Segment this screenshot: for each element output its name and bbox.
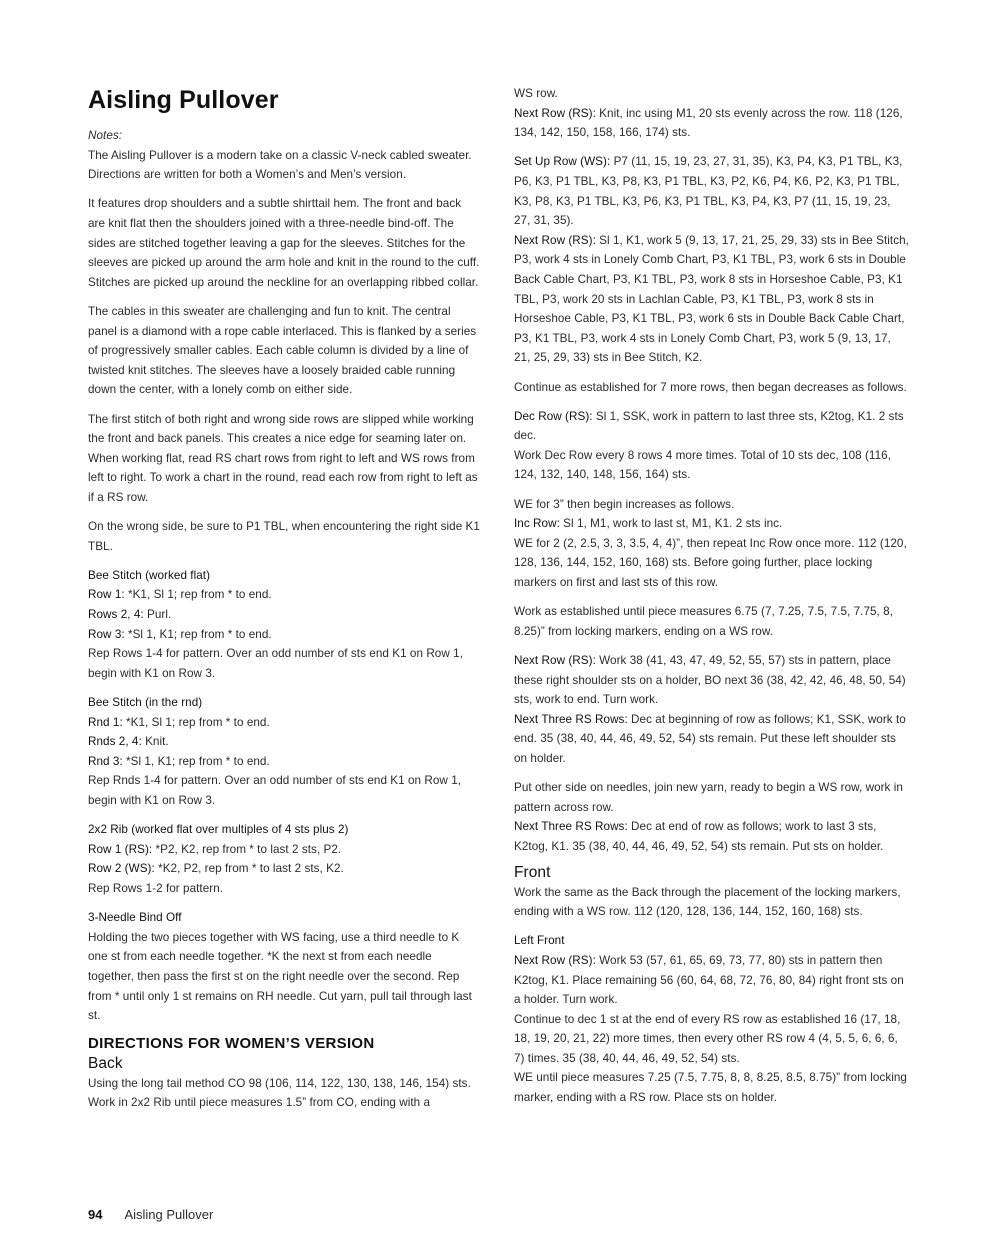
repeat-note: Rep Rows 1-4 for pattern. Over an odd number of sts end K1 on Row 1, begin with K1 on Row 3. [88,647,463,680]
repeat-note: Rep Rows 1-2 for pattern. [88,881,224,895]
row-text: P7 (11, 15, 19, 23, 27, 31, 35), K3, P4, K3, P1 TBL, K3, P6, K3, P1 TBL, K3, P8, K3, P1 TBL, K3, P2, K6, P4, K6, P2, K3, P1 TBL, K3, P8, K3, P1 TBL, K3, P6, K3, P1 TBL, K3, P4, K3, P7 (11, 15, 19, 23, 27, 31, 35). [514,155,903,228]
row-text: Dec at end of row as follows; work to last 3 sts, K2tog, K1. 35 (38, 40, 44, 46, 49, 52, 54) sts remain. Put sts on holder. [514,820,884,853]
instruction-line [88,585,480,605]
ws-row-line: WS row. [514,87,558,100]
instruction-line [88,840,480,860]
intro-paragraph: The first stitch of both right and wrong side rows are slipped while working the front and back panels. This creates a nice edge for seaming later on. When working flat, read RS chart rows from right to left and WS rows from left to right. To work a chart in the round, read each row from right to left as if a RS row. [88,412,478,504]
intro-paragraph: On the wrong side, be sure to P1 TBL, when encountering the right side K1 TBL. [88,520,480,553]
paragraph: Put other side on needles, join new yarn, ready to begin a WS row, work in pattern across row. [514,781,903,814]
intro-paragraph: The Aisling Pullover is a modern take on a classic V-neck cabled sweater. Directions are written for both a Women’s and Men’s version. [88,148,472,182]
row-text: Sl 1, SSK, work in pattern to last three sts, K2tog, K1. 2 sts dec. [514,409,904,443]
left-column [88,126,480,1113]
row-text: Work 53 (57, 61, 65, 69, 73, 77, 80) sts in pattern then K2tog, K1. Place remaining 56 (60, 64, 68, 72, 76, 80, 84) right front sts on a holder. Turn work. [514,953,904,1007]
row-label: Next Row (RS): [514,654,596,667]
page-number: 94 [88,1207,103,1222]
instruction-line [514,231,910,368]
instruction-line [514,710,910,769]
row-label: Next Row (RS): [514,953,596,967]
row-label: Set Up Row (WS): [514,155,611,169]
instruction-line [514,514,910,534]
bind-off-heading: 3-Needle Bind Off [88,911,182,925]
back-cast-on: Using the long tail method CO 98 (106, 114, 122, 130, 138, 146, 154) sts. [88,1076,471,1090]
row-label: Rnd 1: [88,715,123,729]
row-label: Inc Row: [514,517,560,531]
row-label: Next Three RS Rows: [514,712,628,726]
row-text: Work 38 (41, 43, 47, 49, 52, 55, 57) sts in pattern, place these right shoulder sts on a holder, BO next 36 (38, 42, 42, 46, 48, 50, 54) sts, work to end. Turn work. [514,654,906,707]
bee-stitch-flat-section [88,566,480,684]
row-label: Row 2 (WS): [88,862,155,876]
row-label: Rows 2, 4: [88,608,144,622]
bee-stitch-rnd-section [88,693,480,811]
page-title: Aisling Pullover [88,86,279,114]
instruction-line [88,605,480,625]
row-text: Knit. [141,735,169,749]
directions-heading: DIRECTIONS FOR WOMEN’S VERSION [88,1034,375,1052]
paragraph: Work as established until piece measures 6.75 (7, 7.25, 7.5, 7.5, 7.75, 8, 8.25)” from locking markers, ending on a WS row. [514,605,893,638]
repeat-note: Rep Rnds 1-4 for pattern. Over an odd number of sts end K1 on Row 1, begin with K1 on Row 3. [88,774,462,807]
row-label: Next Row (RS): [514,233,596,247]
instruction-line [514,817,910,856]
row-text: *K1, Sl 1; rep from * to end. [124,588,272,602]
intro-paragraph: The cables in this sweater are challenging and fun to knit. The central panel is a diamond with a rope cable interlaced. This is flanked by a series of progressively smaller cables. Each cable column is divided by a line of twisted knit stitches. The sleeves have a loosely braided cable running down the center, with a lonely comb on either side. [88,304,477,397]
bee-stitch-rnd-heading: Bee Stitch (in the rnd) [88,696,203,709]
running-title: Aisling Pullover [124,1207,214,1222]
row-label: Rnd 3: [88,754,123,768]
row-text: Purl. [143,608,172,622]
rib-heading: 2x2 Rib (worked flat over multiples of 4 sts plus 2) [88,823,349,837]
instruction-line [88,859,480,879]
bind-off-section [88,908,480,1026]
paragraph: Work Dec Row every 8 rows 4 more times. Total of 10 sts dec, 108 (116, 124, 132, 140, 148, 156, 164) sts. [514,448,891,482]
paragraph: WE for 2 (2, 2.5, 3, 3, 3.5, 4, 4)”, then repeat Inc Row once more. 112 (120, 128, 136, 144, 152, 160, 168) sts. Before going further, place locking markers on first and last sts of this row. [514,536,907,590]
instruction-line [514,152,910,230]
row-text: *Sl 1, K1; rep from * to end. [124,627,272,641]
row-text: Dec at beginning of row as follows; K1, SSK, work to end. 35 (38, 40, 44, 46, 49, 52, 54) sts remain. Put these left shoulder sts on holder. [514,712,906,765]
row-text: *K2, P2, rep from * to last 2 sts, K2. [154,862,344,876]
front-heading: Front [514,863,551,881]
back-heading: Back [88,1054,123,1072]
paragraph: Work the same as the Back through the placement of the locking markers, ending with a WS row. 112 (120, 128, 136, 144, 152, 160, 168) sts. [514,885,901,919]
row-label: Dec Row (RS): [514,409,593,423]
row-label: Next Row (RS): [514,106,596,120]
instruction-line [514,104,910,143]
bee-stitch-flat-heading: Bee Stitch (worked flat) [88,568,211,582]
intro-paragraph: It features drop shoulders and a subtle shirttail hem. The front and back are knit flat then the shoulders joined with a three-needle bind-off. The sides are stitched together leaving a gap for the sleeves. Stitches for the sleeves are picked up around the arm hole and knit in the round to the cuff. Stitches are picked up around the neckline for an overlapping ribbed collar. [88,197,480,289]
row-label: Row 1: [88,588,125,602]
notes-label: Notes: [88,129,123,142]
paragraph: Continue as established for 7 more rows, then began decreases as follows. [514,380,907,394]
instruction-line [88,752,480,772]
paragraph: Continue to dec 1 st at the end of every RS row as established 16 (17, 18, 18, 19, 20, 21, 22) more times, then every other RS row 4 (4, 5, 5, 6, 6, 6, 7) times. 35 (38, 40, 44, 46, 49, 52, 54) sts. [514,1012,901,1065]
paragraph: WE for 3” then begin increases as follows. [514,497,735,511]
row-label: Row 3: [88,627,125,641]
row-text: *P2, K2, rep from * to last 2 sts, P2. [152,842,342,856]
instruction-line [88,732,480,752]
instruction-line [514,651,910,710]
paragraph: WE until piece measures 7.25 (7.5, 7.75, 8, 8, 8.25, 8.5, 8.75)” from locking marker, ending with a RS row. Place sts on holder. [514,1071,907,1105]
row-text: Sl 1, M1, work to last st, M1, K1. 2 sts inc. [559,517,783,531]
instruction-line [514,407,910,446]
row-label: Next Three RS Rows: [514,820,628,834]
row-text: *K1, Sl 1; rep from * to end. [122,715,270,729]
instruction-line [514,951,910,1010]
back-rib: Work in 2x2 Rib until piece measures 1.5” from CO, ending with a [88,1096,431,1110]
row-label: Rnds 2, 4: [88,735,142,749]
left-front-heading: Left Front [514,934,565,948]
rib-section [88,820,480,898]
bind-off-text: Holding the two pieces together with WS facing, use a third needle to K one st from each needle together. *K the next st from each needle together, then pass the first st on the right needle over the second. Rep from * until only 1 st remains on RH needle. Cut yarn, pull tail through last st. [88,930,472,1023]
page-footer [88,1206,213,1224]
row-label: Row 1 (RS): [88,842,153,856]
instruction-line [88,625,480,645]
row-text: Knit, inc using M1, 20 sts evenly across the row. 118 (126, 134, 142, 150, 158, 166, 174) sts. [514,106,903,140]
right-column [514,84,910,1108]
instruction-line [88,713,480,733]
row-text: *Sl 1, K1; rep from * to end. [122,754,270,768]
row-text: Sl 1, K1, work 5 (9, 13, 17, 21, 25, 29, 33) sts in Bee Stitch, P3, work 4 sts in Lonely Comb Chart, P3, K1 TBL, P3, work 6 sts in Double Back Cable Chart, P3, K1 TBL, P3, work 8 sts in Horseshoe Cable, P3, K1 TBL, P3, work 20 sts in Lachlan Cable, P3, K1 TBL, P3, work 8 sts in Horseshoe Cable, P3, K1 TBL, P3, work 6 sts in Double Back Cable Chart, P3, K1 TBL, P3, work 4 sts in Lonely Comb Chart, P3, work 5 (9, 13, 17, 21, 25, 29, 33) sts in Bee Stitch, K2. [514,233,909,365]
